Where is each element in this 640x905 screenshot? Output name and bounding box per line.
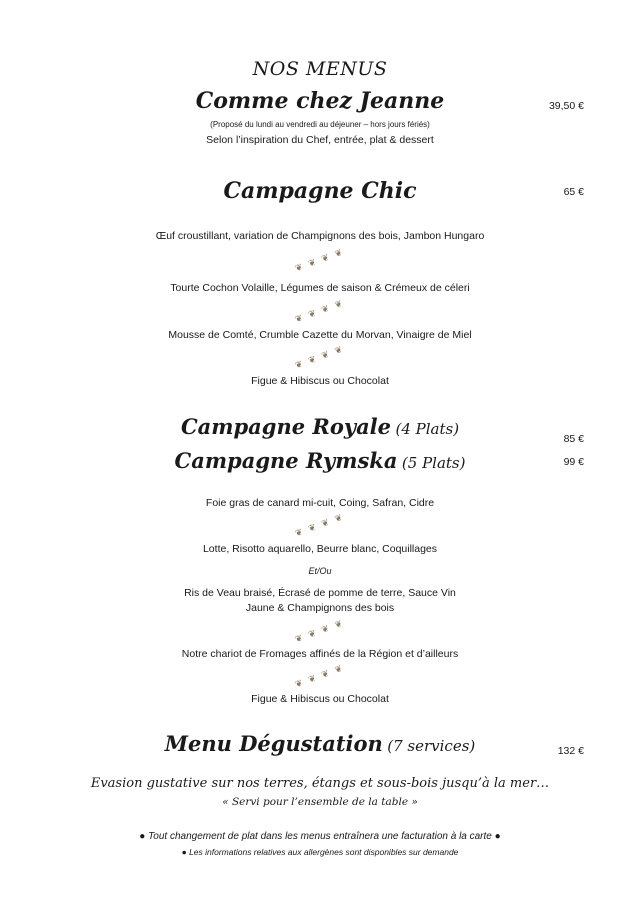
- menu-comme-chez-jeanne-title: Comme chez Jeanne: [195, 88, 445, 114]
- course-item: Mousse de Comté, Crumble Cazette du Morvan, Vinaigre de Miel: [168, 329, 472, 341]
- menu-campagne-rymska-title: [0, 448, 640, 473]
- menu-name: Campagne Royale: [180, 414, 392, 439]
- footer-note-changes: ● Tout changement de plat dans les menus entraînera une facturation à la carte ●: [139, 831, 501, 842]
- leaf-ornament-icon: ❦ ❦ ❦ ❦: [293, 343, 346, 371]
- menu-course-count: (7 services): [387, 737, 476, 755]
- menu-campagne-royale-price: 85 €: [563, 433, 584, 445]
- menu-campagne-chic-price: 65 €: [563, 186, 584, 198]
- menu-degustation-tagline: Evasion gustative sur nos terres, étangs et sous-bois jusqu’à la mer…: [90, 776, 550, 791]
- menu-campagne-chic-title: Campagne Chic: [223, 178, 417, 204]
- leaf-ornament-icon: ❦ ❦ ❦ ❦: [293, 246, 346, 274]
- menu-degustation-served: « Servi pour l’ensemble de la table »: [222, 796, 418, 808]
- page-title: NOS MENUS: [252, 58, 388, 80]
- menu-name: Menu Dégustation: [164, 731, 383, 756]
- menu-degustation-price: 132 €: [557, 745, 584, 757]
- course-item-continued: Jaune & Champignons des bois: [245, 602, 395, 614]
- leaf-ornament-icon: ❦ ❦ ❦ ❦: [293, 297, 346, 325]
- menu-degustation-title: [0, 731, 640, 756]
- menu-comme-chez-jeanne-description: Selon l’inspiration du Chef, entrée, plat & dessert: [206, 134, 434, 146]
- course-item: Figue & Hibiscus ou Chocolat: [251, 693, 389, 705]
- course-item: Ris de Veau braisé, Écrasé de pomme de terre, Sauce Vin: [184, 587, 456, 599]
- course-item: Notre chariot de Fromages affinés de la Région et d’ailleurs: [181, 648, 459, 660]
- course-item: Tourte Cochon Volaille, Légumes de saison & Crémeux de céleri: [170, 282, 470, 294]
- menu-comme-chez-jeanne-note: (Proposé du lundi au vendredi au déjeuner – hors jours fériés): [210, 120, 430, 129]
- leaf-ornament-icon: ❦ ❦ ❦ ❦: [293, 617, 346, 645]
- menu-comme-chez-jeanne-price: 39,50 €: [548, 100, 584, 112]
- leaf-ornament-icon: ❦ ❦ ❦ ❦: [293, 511, 346, 539]
- menu-course-count: (5 Plats): [401, 454, 466, 472]
- footer-note-allergens: ● Les informations relatives aux allergènes sont disponibles sur demande: [181, 847, 459, 857]
- leaf-ornament-icon: ❦ ❦ ❦ ❦: [293, 662, 346, 690]
- course-separator-text: Et/Ou: [308, 566, 332, 576]
- menu-course-count: (4 Plats): [395, 420, 460, 438]
- course-item: Lotte, Risotto aquarello, Beurre blanc, Coquillages: [202, 543, 438, 555]
- course-item: Figue & Hibiscus ou Chocolat: [251, 375, 389, 387]
- menu-campagne-royale-title: [0, 414, 640, 439]
- course-item: Œuf croustillant, variation de Champignons des bois, Jambon Hungaro: [155, 230, 485, 242]
- course-item: Foie gras de canard mi-cuit, Coing, Safran, Cidre: [205, 497, 435, 509]
- menu-name: Campagne Rymska: [174, 448, 398, 473]
- menu-campagne-rymska-price: 99 €: [563, 456, 584, 468]
